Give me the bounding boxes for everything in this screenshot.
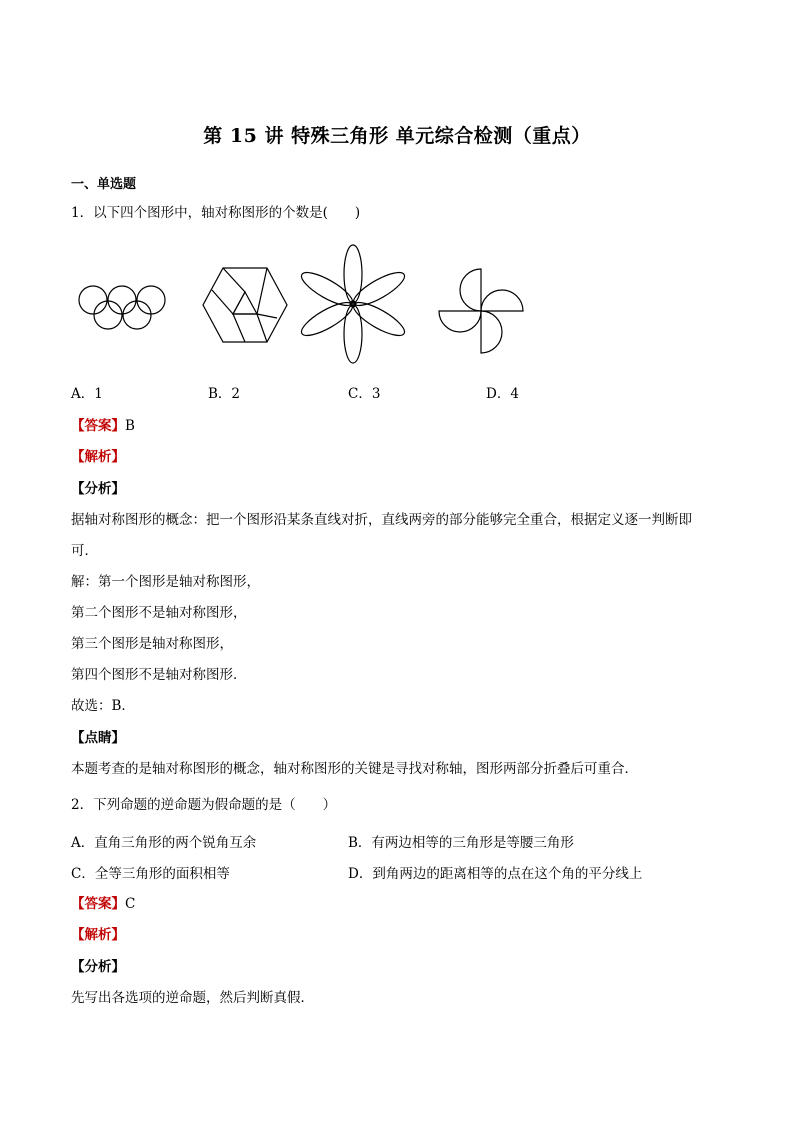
q1-answer xyxy=(71,416,135,436)
q2-analysis-text: 先写出各选项的逆命题，然后判断真假． xyxy=(71,990,314,1006)
petal-1 xyxy=(344,245,362,303)
answer-value: B xyxy=(125,418,135,434)
q1-analysis-tag: 【分析】 xyxy=(71,481,125,497)
blade-top xyxy=(460,269,481,311)
ring-3 xyxy=(137,286,165,314)
q1-stem: 1．以下四个图形中，轴对称图形的个数是( ) xyxy=(71,205,361,221)
document-title: 第 15 讲 特殊三角形 单元综合检测（重点） xyxy=(203,125,591,147)
inner-triangle xyxy=(233,292,257,314)
petal-3 xyxy=(349,297,408,342)
pinwheel-figure xyxy=(436,266,526,356)
petal-4 xyxy=(344,305,362,363)
ring-5 xyxy=(123,301,151,329)
fold-arm-3 xyxy=(233,314,267,342)
answer-tag: 【答案】 xyxy=(71,418,125,434)
answer-tag: 【答案】 xyxy=(71,896,125,912)
recycle-hexagon-figure xyxy=(202,266,288,344)
q2-answer xyxy=(71,894,135,914)
petal-6 xyxy=(297,267,356,312)
q1-option-c: C．3 xyxy=(348,386,381,402)
six-petal-flower-figure xyxy=(296,244,410,364)
q1-explain-tag: 【解析】 xyxy=(71,449,125,465)
q1-analysis-line-4: 第二个图形不是轴对称图形， xyxy=(71,605,247,621)
q2-analysis-tag: 【分析】 xyxy=(71,959,125,975)
petal-5 xyxy=(297,297,356,342)
q1-option-d: D．4 xyxy=(486,386,519,402)
section-heading: 一、单选题 xyxy=(71,177,137,192)
q1-analysis-line-3: 解：第一个图形是轴对称图形， xyxy=(71,574,260,590)
q1-analysis-line-6: 第四个图形不是轴对称图形． xyxy=(71,667,247,683)
fold-arm-2 xyxy=(257,268,277,318)
blade-bottom xyxy=(481,311,502,353)
q1-analysis-line-2: 可． xyxy=(71,543,98,559)
q2-option-a: A．直角三角形的两个锐角互余 xyxy=(71,835,257,851)
q1-option-a: A．1 xyxy=(71,386,103,402)
fold-arm-1 xyxy=(212,268,245,314)
q1-analysis-line-5: 第三个图形是轴对称图形， xyxy=(71,636,233,652)
ring-2 xyxy=(108,286,136,314)
ring-4 xyxy=(94,301,122,329)
q2-option-c: C．全等三角形的面积相等 xyxy=(71,866,230,882)
answer-value: C xyxy=(125,896,136,912)
hexagon-outline xyxy=(203,268,287,342)
q2-explain-tag: 【解析】 xyxy=(71,927,125,943)
q2-option-b: B．有两边相等的三角形是等腰三角形 xyxy=(348,835,574,851)
q1-analysis-line-1: 据轴对称图形的概念：把一个图形沿某条直线对折，直线两旁的部分能够完全重合，根据定义逐一判断即 xyxy=(71,512,692,528)
q1-comment-tag: 【点睛】 xyxy=(71,730,125,746)
blade-left xyxy=(439,311,481,332)
ring-1 xyxy=(79,286,107,314)
petal-2 xyxy=(349,267,408,312)
olympic-rings-figure xyxy=(78,284,190,332)
q1-comment-text: 本题考查的是轴对称图形的概念，轴对称图形的关键是寻找对称轴，图形两部分折叠后可重合． xyxy=(71,761,638,777)
q1-option-b: B．2 xyxy=(208,386,241,402)
blade-right xyxy=(481,290,523,311)
q2-option-d: D．到角两边的距离相等的点在这个角的平分线上 xyxy=(348,866,643,882)
q1-analysis-line-7: 故选：B． xyxy=(71,698,135,714)
q2-stem: 2．下列命题的逆命题为假命题的是（ ） xyxy=(71,797,337,813)
